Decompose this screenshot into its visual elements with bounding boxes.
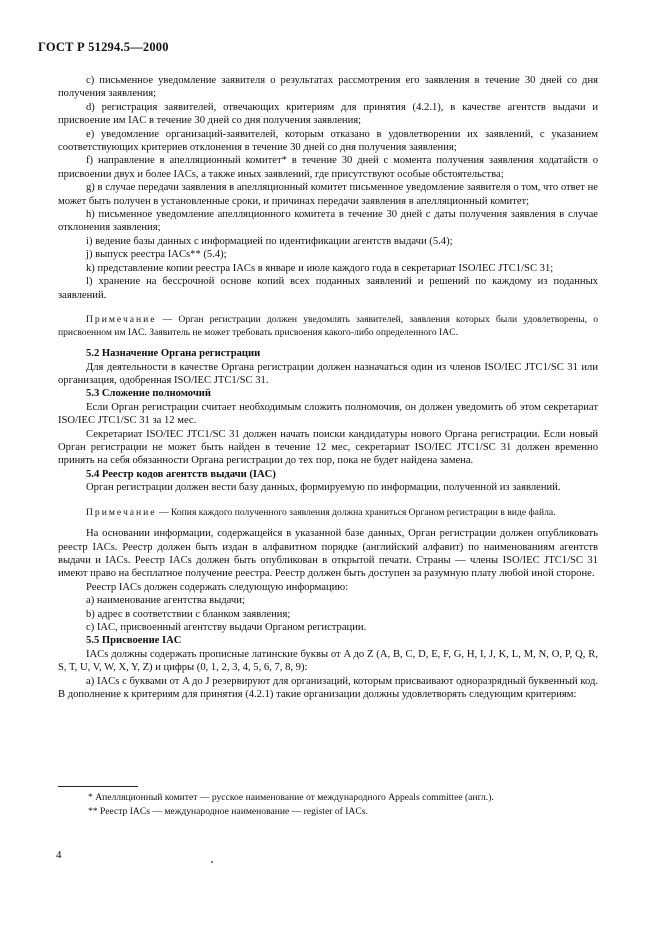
section-heading-5-2: 5.2 Назначение Органа регистрации	[86, 348, 261, 360]
section-heading-5-5: 5.5 Присвоение IAC	[86, 635, 182, 647]
section-heading-5-4: 5.4 Реестр кодов агентств выдачи (IAC)	[86, 468, 276, 480]
list-item: c) письменное уведомление заявителя о результатах рассмотрения его заявления в течение 30 дней со дня получения заявления;	[58, 75, 598, 100]
list-item: с) IAC, присвоенный агентству выдачи Органом регистрации.	[86, 622, 367, 633]
paragraph: Орган регистрации должен вести базу данных, формируемую по информации, полученной из заявлений.	[86, 482, 561, 494]
paragraph: а) IACs с буквами от A до J резервируют для организаций, которым присваивают одноразрядный буквенный код. В дополнение к критериям для принятия (4.2.1) такие организации должны удовлетворять следующим критериям:	[58, 675, 598, 701]
footnote: ** Реестр IACs — международное наименование — register of IACs.	[88, 805, 368, 817]
paragraph: Для деятельности в качестве Органа регистрации должен назначаться один из членов ISO/IEC JTC1/SC 31 или организация, одобренная ISO/IEC JTC1/SC 31.	[58, 361, 598, 386]
note-text: — Копия каждого полученного заявления должна храниться Органом регистрации в виде файла.	[156, 506, 556, 518]
list-item: d) регистрация заявителей, отвечающих критериям для принятия (4.2.1), в качестве агентств выдачи и присвоение им IAC в течение 30 дней со дня получения заявления;	[58, 101, 598, 127]
paragraph: Секретариат ISO/IEC JTC1/SC 31 должен начать поиски кандидатуры нового Органа регистрации. Если новый Орган регистрации не может быть найден в течение 12 мес, секретариат ISO/IEC JTC1/SC 31 должен временно принять на себя обязанности Органа регистрации до тех пор, пока не будет найдена замена.	[58, 428, 598, 467]
list-item: f) направление в апелляционный комитет* в течение 30 дней с момента получения заявления ходатайств о присвоении двух и более IACs, а также иных заявлений, где присутствуют особые обстоятельства;	[58, 155, 598, 180]
list-item: j) выпуск реестра IACs** (5.4);	[86, 249, 227, 261]
section-heading-5-3: 5.3 Сложение полномочий	[86, 388, 212, 400]
footnote-divider	[58, 786, 138, 787]
paragraph: На основании информации, содержащейся в указанной базе данных, Орган регистрации должен опубликовать реестр IACs. Реестр должен быть издан в алфавитном порядке (английский алфавит) по наименованиям агентств выдачи и IACs. Реестр IACs должен быть опубликован в открытой печати. Страны — члены ISO/IEC JTC1/SC 31 имеют право на бесплатное получение реестра. Реестр должен быть доступен за разумную плату любой иной стороне.	[58, 528, 598, 580]
paragraph: IACs должны содержать прописные латинские буквы от A до Z (A, B, C, D, E, F, G, H, I, J, K, L, M, N, O, P, Q, R, S, T, U, V, W, X, Y, Z) и цифры (0, 1, 2, 3, 4, 5, 6, 7, 8, 9):	[58, 648, 598, 674]
note-label: Примечание	[86, 506, 157, 518]
footnote: * Апелляционный комитет — русское наименование от международного Appeals committee (англ.).	[88, 792, 494, 803]
scan-speck	[211, 861, 213, 863]
list-item: i) ведение базы данных с информацией по идентификации агентств выдачи (5.4);	[86, 235, 453, 247]
list-item: е) уведомление организаций-заявителей, которым отказано в удовлетворении их заявлений, с указанием соответствующих критериев отклонения в течение 30 дней со дня получения заявления;	[58, 128, 598, 154]
list-item: g) в случае передачи заявления в апелляционный комитет письменное уведомление заявителя о том, что ответ не может быть получен в установленные сроки, и причинах передачи заявления в апелляционный комитет;	[58, 182, 598, 207]
note	[58, 314, 598, 339]
note-label: Примечание	[86, 313, 157, 325]
list-item: k) представление копии реестра IACs в январе и июле каждого года в секретариат ISO/IEC JTC1/SC 31;	[86, 262, 554, 274]
page-body	[58, 74, 598, 701]
paragraph: Реестр IACs должен содержать следующую информацию:	[86, 581, 349, 593]
note	[58, 507, 598, 520]
note-text: — Орган регистрации должен уведомлять заявителей, заявления которых были удовлетворены, о присвоенном им IAC. Заявитель не может требовать присвоения какого-либо определенного IAC.	[58, 313, 598, 338]
list-item: l) хранение на бессрочной основе копий всех поданных заявлений и решений по каждому из поданных заявлений.	[58, 276, 598, 301]
footnotes	[58, 791, 618, 818]
list-item: h) письменное уведомление апелляционного комитета в течение 30 дней с даты получения заявления в случае отклонения заявления;	[58, 209, 598, 234]
list-item: а) наименование агентства выдачи;	[86, 595, 245, 607]
paragraph: Если Орган регистрации считает необходимым сложить полномочия, он должен уведомить об этом секретариат ISO/IEC JTC1/SC 31 за 12 мес.	[58, 401, 598, 427]
document-header: ГОСТ Р 51294.5—2000	[38, 40, 169, 54]
list-item: b) адрес в соответствии с бланком заявления;	[86, 608, 291, 620]
page-number: 4	[56, 849, 62, 861]
